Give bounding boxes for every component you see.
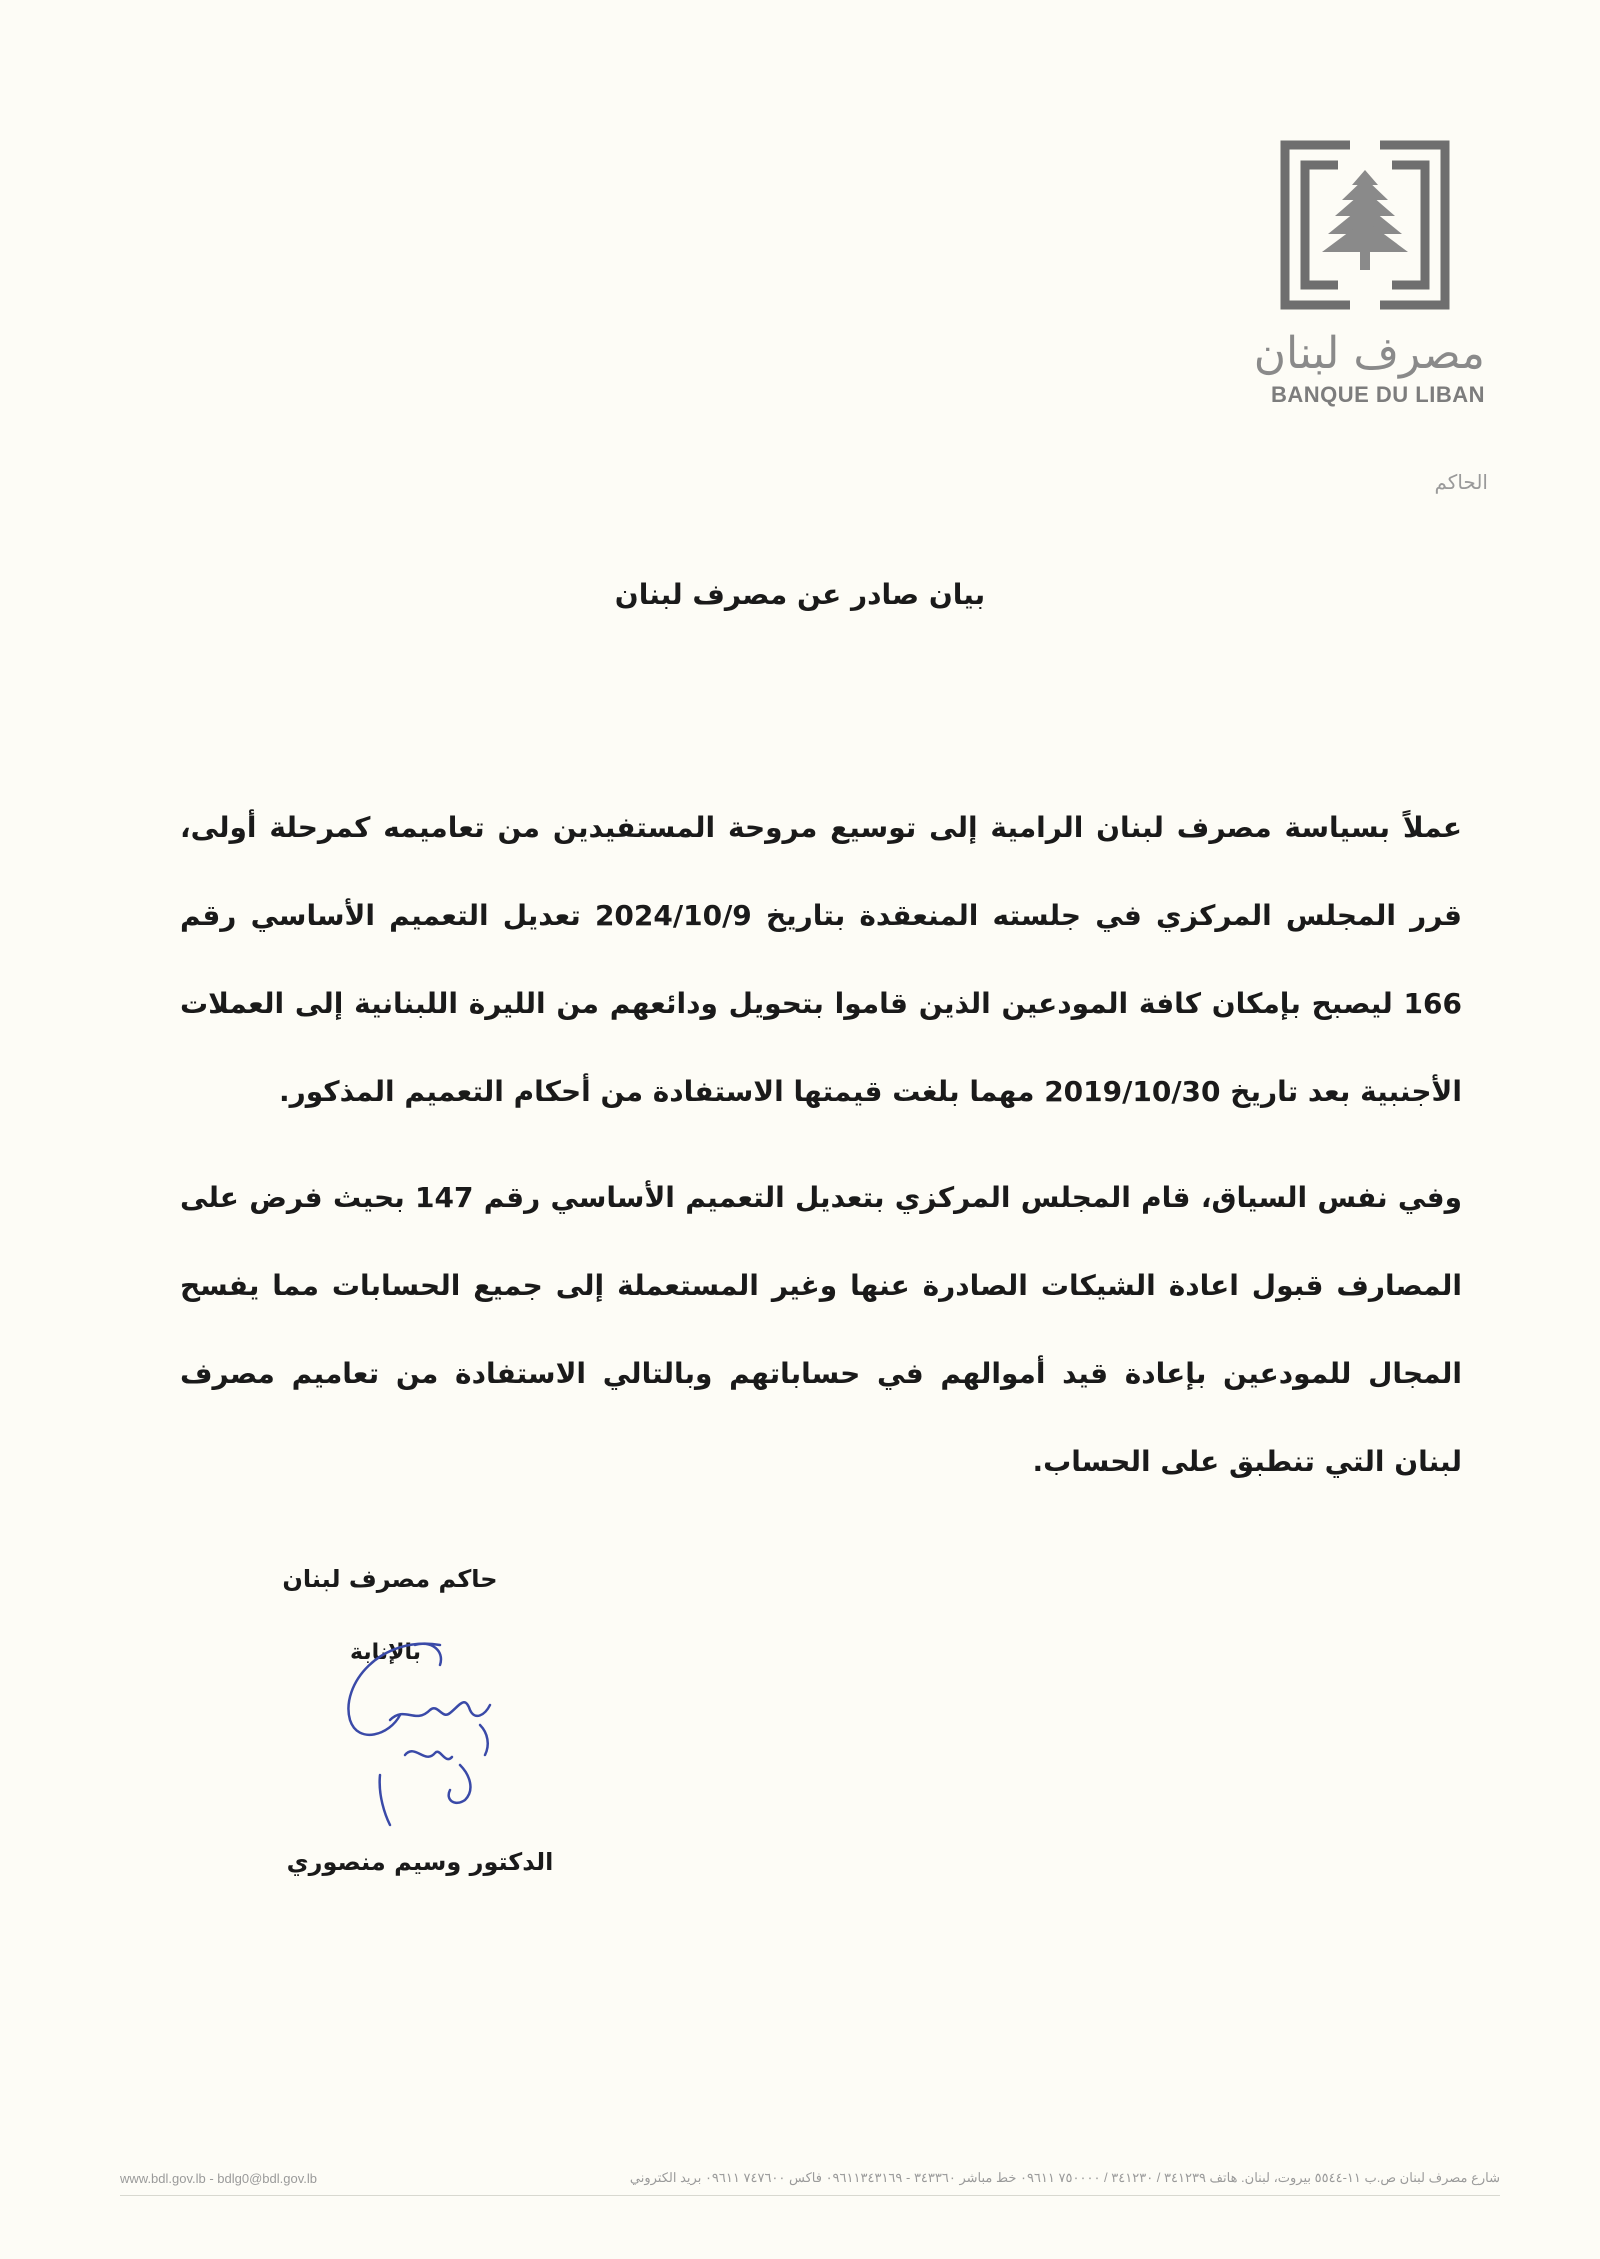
footer-divider <box>120 2195 1500 2196</box>
page-footer <box>120 2170 1500 2186</box>
cedar-tree-icon <box>1280 140 1450 310</box>
logo-latin-name: BANQUE DU LIBAN <box>1270 382 1485 407</box>
deputy-label: بالإنابة <box>350 1640 422 1665</box>
paragraph-2: وفي نفس السياق، قام المجلس المركزي بتعديل التعميم الأساسي رقم 147 بحيث فرض على المصارف قبول اعادة الشيكات الصادرة عنها وغير المستعملة إلى جميع الحسابات مما يفسح المجال للمودعين بإعادة قيد أموالهم في حساباتهم وبالتالي الاستفادة من تعاميم مصرف لبنان التي تنطبق على الحساب. <box>180 1181 1462 1478</box>
document-title: بيان صادر عن مصرف لبنان <box>614 578 986 611</box>
footer-address: شارع مصرف لبنان ص.ب ١١-٥٥٤٤ بيروت، لبنان. هاتف ٣٤١٢٣٩ / ٣٤١٢٣٠ / ٧٥٠٠٠٠ ٠٩٦١١ خط مباشر ٣٤٣٣٦٠ - ٠٩٦١١٣٤٣١٦٩ فاكس ٧٤٧٦٠٠ ٠٩٦١١ بريد الكتروني <box>629 2170 1500 2185</box>
logo-arabic-name: مصرف لبنان <box>1253 328 1485 379</box>
signatory-name: الدكتور وسيم منصوري <box>286 1848 554 1876</box>
office-label: الحاكم <box>1434 470 1488 494</box>
footer-website: www.bdl.gov.lb - bdlg0@bdl.gov.lb <box>120 2170 317 2186</box>
signatory-title: حاكم مصرف لبنان <box>282 1565 498 1593</box>
bank-logo <box>1240 140 1500 420</box>
paragraph-1: عملاً بسياسة مصرف لبنان الرامية إلى توسيع مروحة المستفيدين من تعاميمه كمرحلة أولى، قرر المجلس المركزي في جلسته المنعقدة بتاريخ 2024/10/9 تعديل التعميم الأساسي رقم 166 ليصبح بإمكان كافة المودعين الذين قاموا بتحويل ودائعهم من الليرة اللبنانية إلى العملات الأجنبية بعد تاريخ 2019/10/30 مهما بلغت قيمتها الاستفادة من أحكام التعميم المذكور. <box>180 811 1462 1108</box>
handwritten-signature <box>320 1625 560 1835</box>
